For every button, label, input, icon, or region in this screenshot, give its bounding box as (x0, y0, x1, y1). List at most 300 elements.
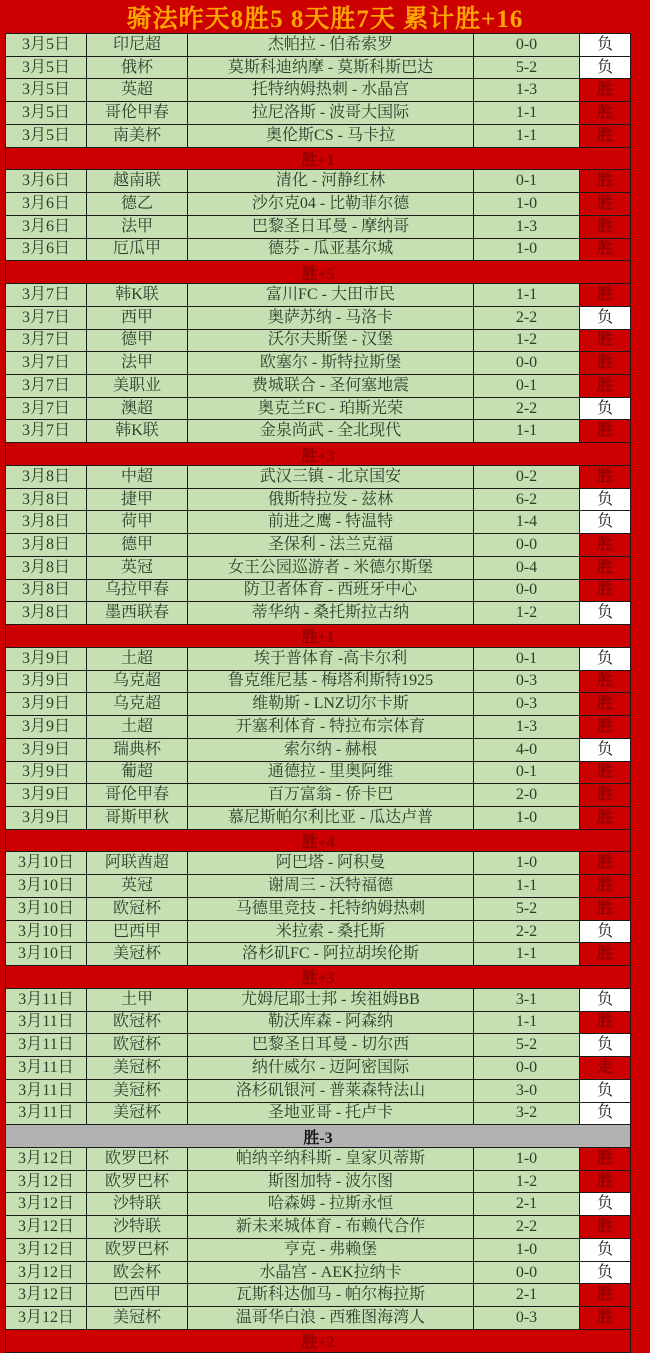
date-cell: 3月7日 (6, 420, 87, 442)
date-cell: 3月8日 (6, 557, 87, 579)
league-cell: 欧罗巴杯 (87, 1148, 188, 1170)
league-cell: 土超 (87, 648, 188, 670)
match-row (6, 716, 630, 739)
match-cell: 洛杉矶FC - 阿拉胡埃伦斯 (188, 943, 474, 965)
league-cell: 巴西甲 (87, 1284, 188, 1306)
match-cell: 前进之鹰 - 特温特 (188, 511, 474, 533)
score-cell: 0-0 (474, 1057, 580, 1079)
score-cell: 1-0 (474, 807, 580, 829)
league-cell: 英冠 (87, 875, 188, 897)
result-cell: 胜 (580, 943, 630, 965)
score-cell: 5-2 (474, 57, 580, 79)
match-row (6, 671, 630, 694)
match-row (6, 557, 630, 580)
summary-row: 胜+4 (6, 830, 630, 853)
match-cell: 圣地亚哥 - 托卢卡 (188, 1103, 474, 1125)
league-cell: 美冠杯 (87, 1307, 188, 1329)
match-cell: 百万富翁 - 侨卡巴 (188, 784, 474, 806)
result-cell: 负 (580, 57, 630, 79)
league-cell: 美职业 (87, 375, 188, 397)
score-cell: 1-1 (474, 1012, 580, 1034)
match-cell: 金泉尚武 - 全北现代 (188, 420, 474, 442)
score-cell: 0-2 (474, 466, 580, 488)
summary-row: 胜+3 (6, 443, 630, 466)
result-cell: 负 (580, 489, 630, 511)
score-cell: 2-2 (474, 398, 580, 420)
match-cell: 帕纳辛纳科斯 - 皇家贝蒂斯 (188, 1148, 474, 1170)
result-cell: 胜 (580, 898, 630, 920)
score-cell: 2-0 (474, 784, 580, 806)
score-cell: 0-0 (474, 34, 580, 56)
league-cell: 美冠杯 (87, 943, 188, 965)
league-cell: 韩K联 (87, 420, 188, 442)
score-cell: 2-1 (474, 1284, 580, 1306)
match-cell: 奥克兰FC - 珀斯光荣 (188, 398, 474, 420)
match-row (6, 466, 630, 489)
date-cell: 3月11日 (6, 989, 87, 1011)
league-cell: 韩K联 (87, 284, 188, 306)
date-cell: 3月9日 (6, 671, 87, 693)
date-cell: 3月9日 (6, 807, 87, 829)
result-cell: 走 (580, 1057, 630, 1079)
match-row (6, 352, 630, 375)
result-cell: 负 (580, 602, 630, 624)
date-cell: 3月11日 (6, 1012, 87, 1034)
date-cell: 3月11日 (6, 1103, 87, 1125)
date-cell: 3月12日 (6, 1216, 87, 1238)
score-cell: 2-2 (474, 1216, 580, 1238)
match-row (6, 1103, 630, 1126)
league-cell: 美冠杯 (87, 1080, 188, 1102)
league-cell: 越南联 (87, 170, 188, 192)
result-cell: 胜 (580, 284, 630, 306)
match-row (6, 330, 630, 353)
date-cell: 3月10日 (6, 898, 87, 920)
date-cell: 3月9日 (6, 693, 87, 715)
league-cell: 巴西甲 (87, 921, 188, 943)
match-cell: 瓦斯科达伽马 - 帕尔梅拉斯 (188, 1284, 474, 1306)
result-cell: 负 (580, 1193, 630, 1215)
score-cell: 1-2 (474, 1171, 580, 1193)
date-cell: 3月6日 (6, 170, 87, 192)
league-cell: 欧冠杯 (87, 1034, 188, 1056)
date-cell: 3月5日 (6, 102, 87, 124)
date-cell: 3月12日 (6, 1262, 87, 1284)
score-cell: 1-1 (474, 284, 580, 306)
match-row (6, 420, 630, 443)
score-cell: 1-1 (474, 943, 580, 965)
match-row (6, 762, 630, 785)
league-cell: 欧罗巴杯 (87, 1239, 188, 1261)
match-cell: 阿巴塔 - 阿积曼 (188, 852, 474, 874)
result-cell: 胜 (580, 466, 630, 488)
score-cell: 1-1 (474, 102, 580, 124)
score-cell: 2-2 (474, 307, 580, 329)
date-cell: 3月5日 (6, 34, 87, 56)
league-cell: 德甲 (87, 534, 188, 556)
date-cell: 3月8日 (6, 511, 87, 533)
match-row (6, 807, 630, 830)
result-cell: 负 (580, 34, 630, 56)
match-row (6, 307, 630, 330)
match-row (6, 1284, 630, 1307)
league-cell: 乌克超 (87, 693, 188, 715)
match-cell: 费城联合 - 圣何塞地震 (188, 375, 474, 397)
match-cell: 尤姆尼耶士邦 - 埃祖姆BB (188, 989, 474, 1011)
match-cell: 女王公园巡游者 - 米德尔斯堡 (188, 557, 474, 579)
result-cell: 负 (580, 921, 630, 943)
league-cell: 沙特联 (87, 1216, 188, 1238)
score-cell: 1-0 (474, 1148, 580, 1170)
match-row (6, 1148, 630, 1171)
league-cell: 捷甲 (87, 489, 188, 511)
score-cell: 5-2 (474, 1034, 580, 1056)
match-row (6, 580, 630, 603)
match-row (6, 170, 630, 193)
league-cell: 西甲 (87, 307, 188, 329)
match-row (6, 921, 630, 944)
league-cell: 墨西联春 (87, 602, 188, 624)
match-cell: 蒂华纳 - 桑托斯拉古纳 (188, 602, 474, 624)
match-row (6, 79, 630, 102)
result-cell: 胜 (580, 102, 630, 124)
league-cell: 德乙 (87, 193, 188, 215)
match-cell: 奥萨苏纳 - 马洛卡 (188, 307, 474, 329)
date-cell: 3月7日 (6, 398, 87, 420)
date-cell: 3月8日 (6, 489, 87, 511)
score-cell: 1-2 (474, 330, 580, 352)
match-cell: 通德拉 - 里奥阿维 (188, 762, 474, 784)
match-row (6, 1034, 630, 1057)
match-cell: 维勒斯 - LNZ切尔卡斯 (188, 693, 474, 715)
match-cell: 斯图加特 - 波尔图 (188, 1171, 474, 1193)
result-cell: 胜 (580, 762, 630, 784)
league-cell: 美冠杯 (87, 1103, 188, 1125)
league-cell: 欧冠杯 (87, 898, 188, 920)
match-row (6, 1171, 630, 1194)
match-row (6, 1307, 630, 1330)
score-cell: 1-3 (474, 716, 580, 738)
result-cell: 胜 (580, 79, 630, 101)
match-cell: 水晶宫 - AEK拉纳卡 (188, 1262, 474, 1284)
score-cell: 1-4 (474, 511, 580, 533)
result-cell: 负 (580, 511, 630, 533)
league-cell: 哥伦甲春 (87, 784, 188, 806)
date-cell: 3月6日 (6, 216, 87, 238)
match-row (6, 648, 630, 671)
match-row (6, 34, 630, 57)
match-row (6, 216, 630, 239)
result-cell: 胜 (580, 193, 630, 215)
date-cell: 3月12日 (6, 1193, 87, 1215)
league-cell: 欧会杯 (87, 1262, 188, 1284)
summary-row: 胜+5 (6, 261, 630, 284)
result-cell: 负 (580, 1080, 630, 1102)
date-cell: 3月8日 (6, 602, 87, 624)
match-cell: 巴黎圣日耳曼 - 摩纳哥 (188, 216, 474, 238)
summary-row: 胜+3 (6, 966, 630, 989)
date-cell: 3月11日 (6, 1057, 87, 1079)
result-cell: 胜 (580, 557, 630, 579)
match-row (6, 193, 630, 216)
match-cell: 埃于普体育 -高卡尔利 (188, 648, 474, 670)
score-cell: 1-0 (474, 852, 580, 874)
date-cell: 3月11日 (6, 1034, 87, 1056)
match-row (6, 989, 630, 1012)
match-cell: 拉尼洛斯 - 波哥大国际 (188, 102, 474, 124)
match-cell: 慕尼斯帕尔利比亚 - 瓜达卢普 (188, 807, 474, 829)
date-cell: 3月9日 (6, 716, 87, 738)
match-cell: 巴黎圣日耳曼 - 切尔西 (188, 1034, 474, 1056)
match-row (6, 511, 630, 534)
match-cell: 沃尔夫斯堡 - 汉堡 (188, 330, 474, 352)
result-cell: 负 (580, 1103, 630, 1125)
match-row (6, 398, 630, 421)
match-cell: 武汉三镇 - 北京国安 (188, 466, 474, 488)
match-row (6, 1012, 630, 1035)
score-cell: 0-0 (474, 352, 580, 374)
match-cell: 俄斯特拉发 - 兹林 (188, 489, 474, 511)
result-cell: 胜 (580, 580, 630, 602)
score-cell: 1-1 (474, 125, 580, 147)
result-cell: 负 (580, 1262, 630, 1284)
league-cell: 沙特联 (87, 1193, 188, 1215)
match-row (6, 284, 630, 307)
match-row (6, 739, 630, 762)
result-cell: 胜 (580, 716, 630, 738)
result-cell: 负 (580, 1034, 630, 1056)
summary-row: 胜-3 (6, 1125, 630, 1148)
result-cell: 胜 (580, 170, 630, 192)
match-cell: 哈森姆 - 拉斯永恒 (188, 1193, 474, 1215)
match-row (6, 1057, 630, 1080)
table-title: 骑法昨天8胜5 8天胜7天 累计胜+16 (126, 5, 524, 33)
match-row (6, 875, 630, 898)
score-cell: 5-2 (474, 898, 580, 920)
match-cell: 勒沃库森 - 阿森纳 (188, 1012, 474, 1034)
match-cell: 奥伦斯CS - 马卡拉 (188, 125, 474, 147)
match-row (6, 943, 630, 966)
date-cell: 3月8日 (6, 534, 87, 556)
match-cell: 杰帕拉 - 伯希索罗 (188, 34, 474, 56)
match-cell: 新未来城体育 - 布赖代合作 (188, 1216, 474, 1238)
league-cell: 荷甲 (87, 511, 188, 533)
date-cell: 3月12日 (6, 1307, 87, 1329)
date-cell: 3月10日 (6, 852, 87, 874)
score-cell: 0-1 (474, 762, 580, 784)
result-cell: 胜 (580, 216, 630, 238)
date-cell: 3月7日 (6, 352, 87, 374)
date-cell: 3月9日 (6, 762, 87, 784)
score-cell: 1-0 (474, 1239, 580, 1261)
result-cell: 胜 (580, 330, 630, 352)
result-cell: 负 (580, 307, 630, 329)
date-cell: 3月11日 (6, 1080, 87, 1102)
result-cell: 胜 (580, 420, 630, 442)
result-cell: 胜 (580, 1148, 630, 1170)
score-cell: 0-1 (474, 648, 580, 670)
league-cell: 英冠 (87, 557, 188, 579)
date-cell: 3月12日 (6, 1171, 87, 1193)
date-cell: 3月6日 (6, 239, 87, 261)
league-cell: 德甲 (87, 330, 188, 352)
league-cell: 瑞典杯 (87, 739, 188, 761)
match-cell: 清化 - 河静红林 (188, 170, 474, 192)
result-cell: 胜 (580, 239, 630, 261)
date-cell: 3月7日 (6, 284, 87, 306)
match-cell: 圣保利 - 法兰克福 (188, 534, 474, 556)
result-cell: 负 (580, 398, 630, 420)
league-cell: 土超 (87, 716, 188, 738)
score-cell: 0-3 (474, 693, 580, 715)
score-cell: 1-3 (474, 79, 580, 101)
match-cell: 亨克 - 弗赖堡 (188, 1239, 474, 1261)
score-cell: 0-0 (474, 1262, 580, 1284)
match-row (6, 898, 630, 921)
score-cell: 0-1 (474, 375, 580, 397)
match-cell: 富川FC - 大田市民 (188, 284, 474, 306)
match-cell: 托特纳姆热刺 - 水晶宫 (188, 79, 474, 101)
score-cell: 3-1 (474, 989, 580, 1011)
date-cell: 3月8日 (6, 466, 87, 488)
date-cell: 3月7日 (6, 307, 87, 329)
match-row (6, 125, 630, 148)
score-cell: 1-0 (474, 239, 580, 261)
results-grid (5, 33, 631, 1353)
match-cell: 纳什威尔 - 迈阿密国际 (188, 1057, 474, 1079)
score-cell: 1-0 (474, 193, 580, 215)
result-cell: 胜 (580, 125, 630, 147)
result-cell: 负 (580, 648, 630, 670)
score-cell: 1-1 (474, 420, 580, 442)
match-row (6, 375, 630, 398)
date-cell: 3月5日 (6, 79, 87, 101)
summary-row: 胜+1 (6, 148, 630, 171)
result-cell: 胜 (580, 1284, 630, 1306)
result-cell: 胜 (580, 784, 630, 806)
score-cell: 3-2 (474, 1103, 580, 1125)
match-row (6, 534, 630, 557)
league-cell: 土甲 (87, 989, 188, 1011)
match-row (6, 489, 630, 512)
match-row (6, 1239, 630, 1262)
date-cell: 3月7日 (6, 375, 87, 397)
date-cell: 3月12日 (6, 1284, 87, 1306)
league-cell: 哥斯甲秋 (87, 807, 188, 829)
date-cell: 3月10日 (6, 921, 87, 943)
match-row (6, 784, 630, 807)
match-row (6, 102, 630, 125)
score-cell: 2-2 (474, 921, 580, 943)
score-cell: 1-1 (474, 875, 580, 897)
score-cell: 1-3 (474, 216, 580, 238)
match-row (6, 1262, 630, 1285)
date-cell: 3月10日 (6, 875, 87, 897)
league-cell: 法甲 (87, 352, 188, 374)
result-cell: 胜 (580, 875, 630, 897)
match-cell: 开塞利体育 - 特拉布宗体育 (188, 716, 474, 738)
league-cell: 厄瓜甲 (87, 239, 188, 261)
date-cell: 3月8日 (6, 580, 87, 602)
score-cell: 6-2 (474, 489, 580, 511)
score-cell: 3-0 (474, 1080, 580, 1102)
match-row (6, 239, 630, 262)
match-row (6, 852, 630, 875)
league-cell: 欧罗巴杯 (87, 1171, 188, 1193)
match-cell: 沙尔克04 - 比勒菲尔德 (188, 193, 474, 215)
match-cell: 米拉索 - 桑托斯 (188, 921, 474, 943)
league-cell: 阿联酋超 (87, 852, 188, 874)
result-cell: 胜 (580, 375, 630, 397)
result-cell: 胜 (580, 1012, 630, 1034)
score-cell: 0-3 (474, 671, 580, 693)
result-cell: 胜 (580, 1216, 630, 1238)
date-cell: 3月7日 (6, 330, 87, 352)
date-cell: 3月6日 (6, 193, 87, 215)
league-cell: 中超 (87, 466, 188, 488)
league-cell: 欧冠杯 (87, 1012, 188, 1034)
date-cell: 3月9日 (6, 784, 87, 806)
match-cell: 莫斯科迪纳摩 - 莫斯科斯巴达 (188, 57, 474, 79)
match-cell: 马德里竞技 - 托特纳姆热刺 (188, 898, 474, 920)
match-cell: 温哥华白浪 - 西雅图海湾人 (188, 1307, 474, 1329)
score-cell: 2-1 (474, 1193, 580, 1215)
match-cell: 洛杉矶银河 - 普莱森特法山 (188, 1080, 474, 1102)
score-cell: 0-3 (474, 1307, 580, 1329)
match-cell: 鲁克维尼基 - 梅塔利斯特1925 (188, 671, 474, 693)
match-cell: 防卫者体育 - 西班牙中心 (188, 580, 474, 602)
match-cell: 谢周三 - 沃特福德 (188, 875, 474, 897)
result-cell: 胜 (580, 671, 630, 693)
result-cell: 胜 (580, 852, 630, 874)
match-cell: 德芬 - 瓜亚基尔城 (188, 239, 474, 261)
score-cell: 0-1 (474, 170, 580, 192)
date-cell: 3月10日 (6, 943, 87, 965)
match-row (6, 1193, 630, 1216)
match-row (6, 602, 630, 625)
date-cell: 3月12日 (6, 1148, 87, 1170)
result-cell: 胜 (580, 1307, 630, 1329)
result-cell: 胜 (580, 352, 630, 374)
result-cell: 胜 (580, 534, 630, 556)
date-cell: 3月5日 (6, 57, 87, 79)
score-cell: 4-0 (474, 739, 580, 761)
date-cell: 3月9日 (6, 648, 87, 670)
result-cell: 胜 (580, 693, 630, 715)
league-cell: 南美杯 (87, 125, 188, 147)
league-cell: 俄杯 (87, 57, 188, 79)
date-cell: 3月5日 (6, 125, 87, 147)
result-cell: 负 (580, 739, 630, 761)
match-row (6, 1216, 630, 1239)
league-cell: 英超 (87, 79, 188, 101)
result-cell: 胜 (580, 807, 630, 829)
match-row (6, 693, 630, 716)
summary-row: 胜+1 (6, 625, 630, 648)
league-cell: 法甲 (87, 216, 188, 238)
league-cell: 美冠杯 (87, 1057, 188, 1079)
result-cell: 负 (580, 1239, 630, 1261)
league-cell: 乌克超 (87, 671, 188, 693)
score-cell: 0-0 (474, 580, 580, 602)
score-cell: 0-0 (474, 534, 580, 556)
summary-row: 胜+2 (6, 1330, 630, 1353)
score-cell: 1-2 (474, 602, 580, 624)
match-row (6, 57, 630, 80)
match-cell: 欧塞尔 - 斯特拉斯堡 (188, 352, 474, 374)
league-cell: 哥伦甲春 (87, 102, 188, 124)
score-cell: 0-4 (474, 557, 580, 579)
